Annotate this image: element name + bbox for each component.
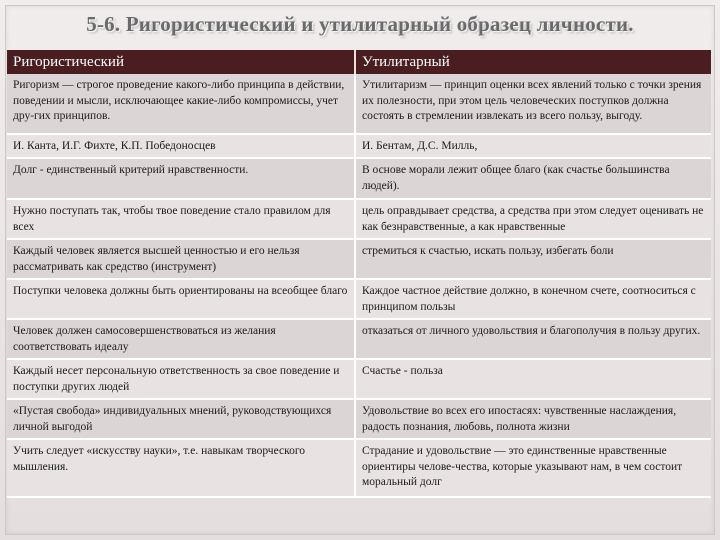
table-header-row	[7, 50, 711, 74]
table-cell-rigoristic: Нужно поступать так, чтобы твое поведение стало правилом для всех	[7, 199, 355, 239]
table-cell-utilitarian: Страдание и удовольствие — это единственные нравственные ориентиры челове-чества, которые указывают нам, в чем состоит моральный долг	[355, 439, 711, 497]
table-cell-rigoristic: «Пустая свобода» индивидуальных мнений, руководствующихся личной выгодой	[7, 399, 355, 439]
table-cell-utilitarian: цель оправдывает средства, а средства при этом следует оценивать не как безнравственные, а как нравственные	[355, 199, 711, 239]
comparison-table	[7, 50, 711, 498]
table-cell-utilitarian: Удовольствие во всех его ипостасях: чувственные наслаждения, радость познания, любовь, полнота жизни	[355, 399, 711, 439]
table-cell-rigoristic: Поступки человека должны быть ориентированы на всеобщее благо	[7, 279, 355, 319]
table-cell-rigoristic: Каждый несет персональную ответственность за свое поведение и поступки других людей	[7, 359, 355, 399]
table-cell-rigoristic: Человек должен самосовершенствоваться из желания соответствовать идеалу	[7, 319, 355, 359]
table-cell-rigoristic: Учить следует «искусству науки», т.е. навыкам творческого мышления.	[7, 439, 355, 497]
table-cell-utilitarian: стремиться к счастью, искать пользу, избегать боли	[355, 239, 711, 279]
table-cell-utilitarian: И. Бентам, Д.С. Милль,	[355, 134, 711, 158]
table-row	[7, 74, 711, 134]
slide-title: 5-6. Ригористический и утилитарный образец личности.	[86, 12, 634, 36]
table-row	[7, 199, 711, 239]
table-cell-utilitarian: В основе морали лежит общее благо (как счастье большинства людей).	[355, 158, 711, 199]
table-row	[7, 279, 711, 319]
table-cell-rigoristic: Долг - единственный критерий нравственности.	[7, 158, 355, 199]
table-cell-utilitarian: отказаться от личного удовольствия и благополучия в пользу других.	[355, 319, 711, 359]
table-row	[7, 319, 711, 359]
table-cell-rigoristic: Каждый человек является высшей ценностью и его нельзя рассматривать как средство (инструмент)	[7, 239, 355, 279]
table-cell-rigoristic: Ригоризм — строгое проведение какого-либо принципа в действии, поведении и мысли, исключающее какие-либо компромиссы, учет дру-гих принципов.	[7, 74, 355, 134]
header-rigoristic: Ригористический	[7, 50, 355, 74]
table-row	[7, 158, 711, 199]
table-cell-utilitarian: Утилитаризм — принцип оценки всех явлений только с точки зрения их полезности, при этом цель человеческих поступков должна состоять в стремлении извлекать из всего пользу, выгоду.	[355, 74, 711, 134]
table-cell-utilitarian: Каждое частное действие должно, в конечном счете, соотноситься с принципом пользы	[355, 279, 711, 319]
table-cell-utilitarian: Счастье - польза	[355, 359, 711, 399]
table-row	[7, 359, 711, 399]
table-row	[7, 439, 711, 497]
table-row	[7, 134, 711, 158]
header-utilitarian: Утилитарный	[355, 50, 711, 74]
table-row	[7, 399, 711, 439]
table-cell-rigoristic: И. Канта, И.Г. Фихте, К.П. Победоносцев	[7, 134, 355, 158]
table-row	[7, 239, 711, 279]
